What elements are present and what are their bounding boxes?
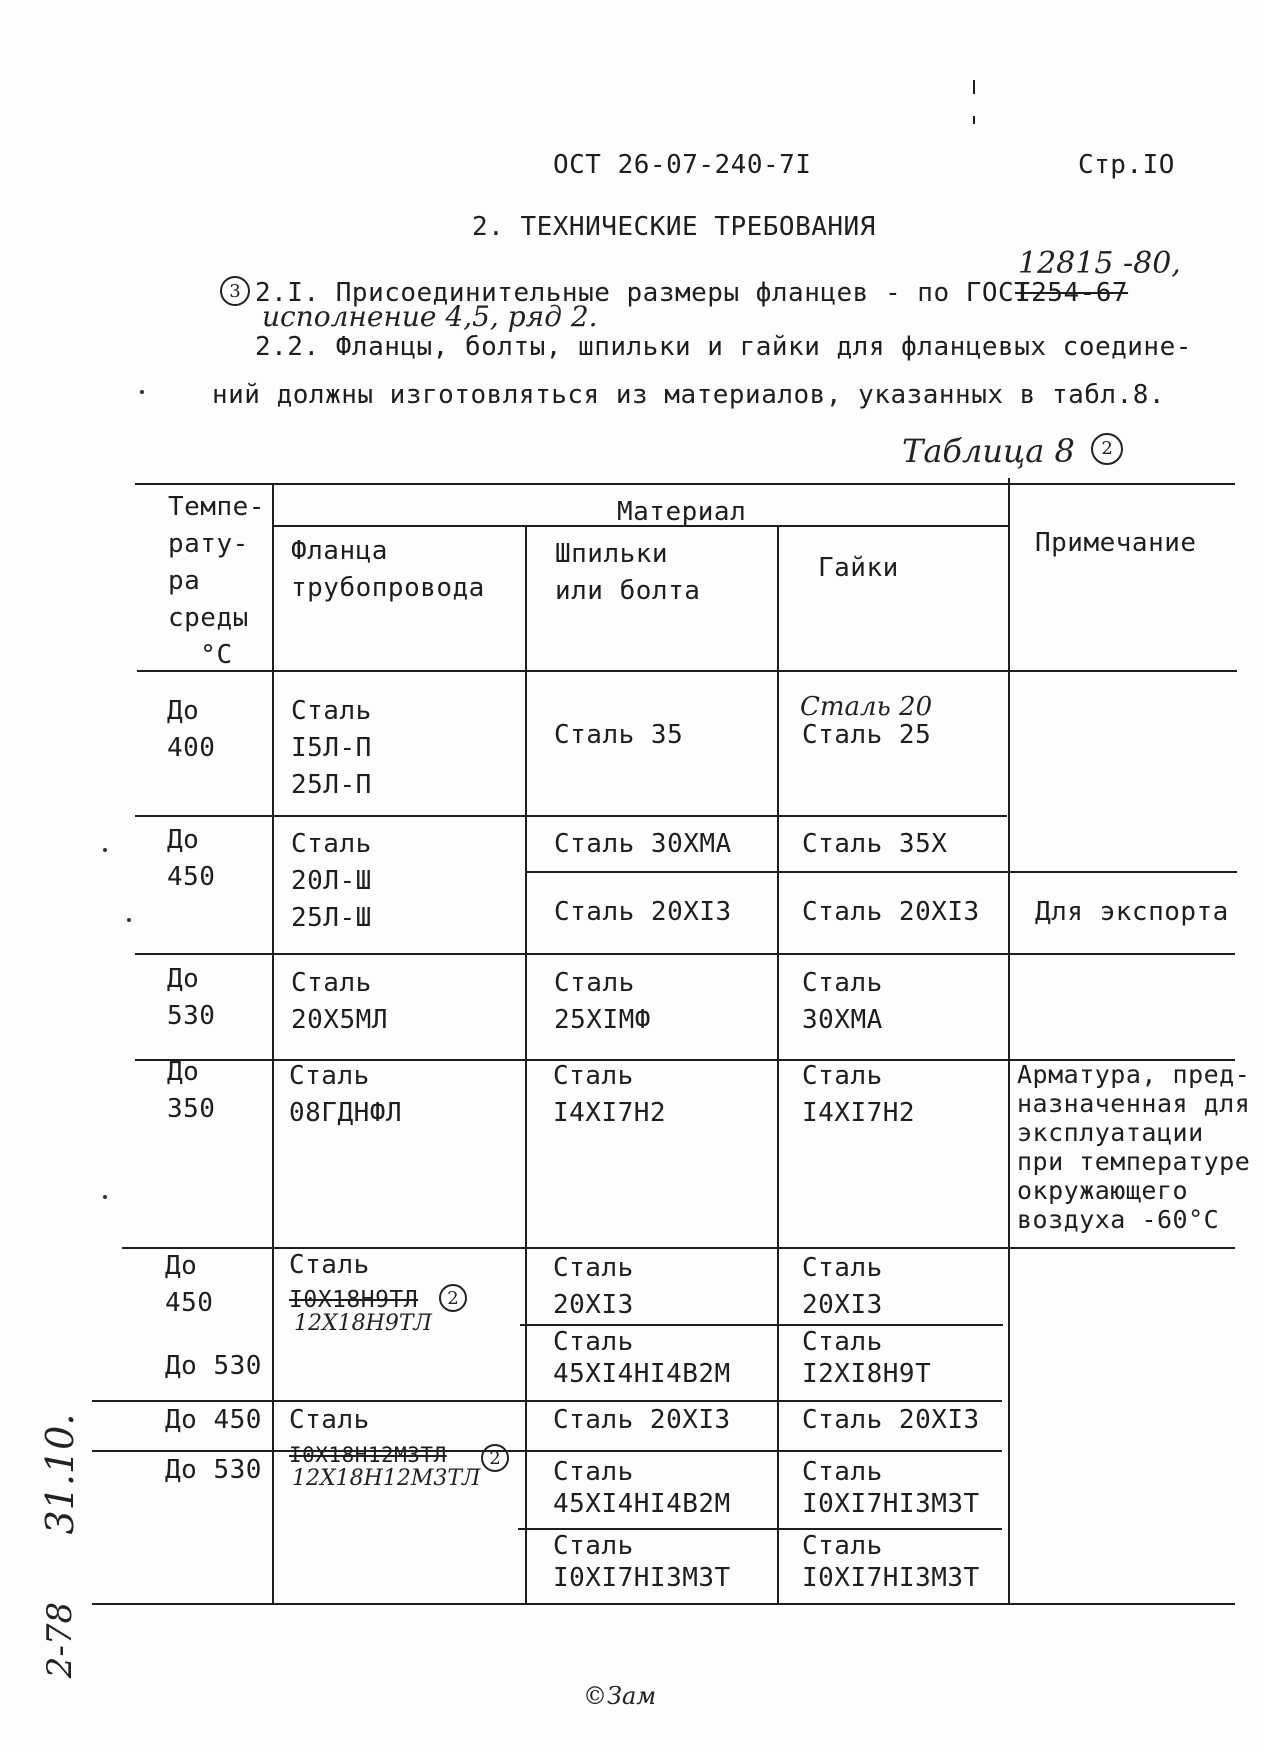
scan-speck <box>103 1195 107 1199</box>
header-note: Примечание <box>1035 528 1197 558</box>
row1-temperature: До 400 <box>167 696 216 763</box>
row4-stud: Сталь I4ХI7Н2 <box>553 1061 667 1128</box>
row4-temperature: До 350 <box>167 1057 216 1124</box>
row4-nut: Сталь I4ХI7Н2 <box>802 1061 916 1128</box>
header-material: Материал <box>617 497 747 527</box>
row3-stud: Сталь 25ХIМФ <box>554 968 651 1035</box>
row6-temperature-a: До 450 <box>165 1405 262 1435</box>
row2b-stud: Сталь 20ХI3 <box>554 897 732 927</box>
row5-temperature-a: До 450 <box>165 1251 214 1318</box>
row4-flange: Сталь 08ГДНФЛ <box>289 1061 403 1128</box>
row5b-nut: Сталь I2ХI8Н9Т <box>802 1327 932 1389</box>
row3-temperature: До 530 <box>167 964 216 1031</box>
page-number: Стр.IO <box>1078 150 1175 180</box>
row6a-stud: Сталь 20ХI3 <box>553 1405 731 1435</box>
header-stud: Шпильки или болта <box>555 539 701 606</box>
handwritten-execution-note: исполнение 4,5, ряд 2. <box>262 300 598 333</box>
row6-split-line-1 <box>92 1450 1002 1452</box>
row6a-nut: Сталь 20ХI3 <box>802 1405 980 1435</box>
column-line-2 <box>525 525 527 1603</box>
scan-mark <box>973 80 975 94</box>
row4-bottom-border <box>122 1247 1235 1249</box>
row5-revision-mark: 2 <box>439 1284 467 1312</box>
row5a-stud: Сталь 20ХI3 <box>553 1253 634 1320</box>
row1-bottom-border <box>135 815 1007 817</box>
row2-temperature: До 450 <box>167 825 216 892</box>
row6c-stud: Сталь I0ХI7НI3М3Т <box>553 1531 731 1593</box>
paragraph-2-1: 2.I. Присоединительные размеры фланцев - по ГОСТ <box>255 278 1031 308</box>
table-caption: Таблица 8 2 <box>902 432 1123 470</box>
row5-flange-old: I0Х18Н9ТЛ <box>289 1287 419 1313</box>
row2-flange: Сталь 20Л-Ш 25Л-Ш <box>291 829 372 933</box>
paragraph-2-2-line1: 2.2. Фланцы, болты, шпильки и гайки для фланцевых соедине- <box>255 332 1192 362</box>
doc-number: ОСТ 26-07-240-7I <box>553 150 812 180</box>
old-gost-number: I254-67 <box>1015 278 1129 308</box>
row6b-nut: Сталь I0ХI7НI3М3Т <box>802 1457 980 1519</box>
row6-flange: Сталь <box>289 1405 370 1435</box>
scan-speck <box>103 848 107 852</box>
header-temperature: Темпе- рату- ра среды °C <box>168 492 265 670</box>
new-gost-number: 12815 -80, <box>1018 246 1181 281</box>
row5-bottom-border <box>92 1400 1002 1402</box>
scan-speck <box>127 918 131 922</box>
header-nut: Гайки <box>818 553 899 583</box>
row2b-note: Для экспорта <box>1035 897 1229 927</box>
row2a-stud: Сталь 30ХМА <box>554 829 732 859</box>
row3-nut: Сталь 30ХМА <box>802 968 883 1035</box>
row1-nut: Сталь 25 <box>802 720 932 750</box>
scan-speck <box>140 390 144 394</box>
row3-flange: Сталь 20Х5МЛ <box>291 968 388 1035</box>
scan-mark <box>973 116 975 124</box>
header-bottom-border <box>137 670 1237 672</box>
row5-temperature-b: До 530 <box>165 1351 262 1381</box>
row2a-nut: Сталь 35Х <box>802 829 948 859</box>
replacement-note: ©Зам <box>583 1682 657 1710</box>
column-line-3 <box>777 525 779 1603</box>
row2b-nut: Сталь 20ХI3 <box>802 897 980 927</box>
paragraph-2-2-line2: ний должны изготовляться из материалов, указанных в табл.8. <box>212 380 1166 410</box>
row5a-nut: Сталь 20ХI3 <box>802 1253 883 1320</box>
row1-flange: Сталь I5Л-П 25Л-П <box>291 696 372 800</box>
row1-stud: Сталь 35 <box>554 720 684 750</box>
column-line-4 <box>1008 478 1010 1603</box>
table-bottom-border <box>92 1603 1235 1605</box>
margin-date: 31.10. <box>38 1413 82 1535</box>
header-flange: Фланца трубопровода <box>291 536 485 603</box>
row2-split-line <box>525 871 1237 873</box>
row4-note: Арматура, пред- назначенная для эксплуатации при температуре окружающего воздуха -60°С <box>1017 1060 1251 1234</box>
row6-flange-old: I0Х18Н12М3ТЛ <box>289 1443 447 1467</box>
row6b-stud: Сталь 45ХI4НI4В2М <box>553 1457 731 1519</box>
row5-flange-new: 12Х18Н9ТЛ <box>294 1311 432 1336</box>
row6-revision-mark: 2 <box>481 1444 509 1472</box>
column-line-1 <box>272 483 274 1603</box>
row6-temperature-b: До 530 <box>165 1455 262 1485</box>
row6-flange-new: 12Х18Н12М3ТЛ <box>292 1466 481 1491</box>
section-title: 2. ТЕХНИЧЕСКИЕ ТРЕБОВАНИЯ <box>472 212 876 242</box>
row5b-stud: Сталь 45ХI4НI4В2М <box>553 1327 731 1389</box>
row2-bottom-border <box>135 953 1235 955</box>
revision-mark-3: 3 <box>220 276 250 306</box>
margin-year: 2-78 <box>40 1601 80 1679</box>
row5-flange: Сталь <box>289 1250 370 1280</box>
row6c-nut: Сталь I0ХI7НI3М3Т <box>802 1531 980 1593</box>
row1-nut-handwritten: Сталь 20 <box>800 692 933 722</box>
table-top-border <box>135 483 1235 485</box>
